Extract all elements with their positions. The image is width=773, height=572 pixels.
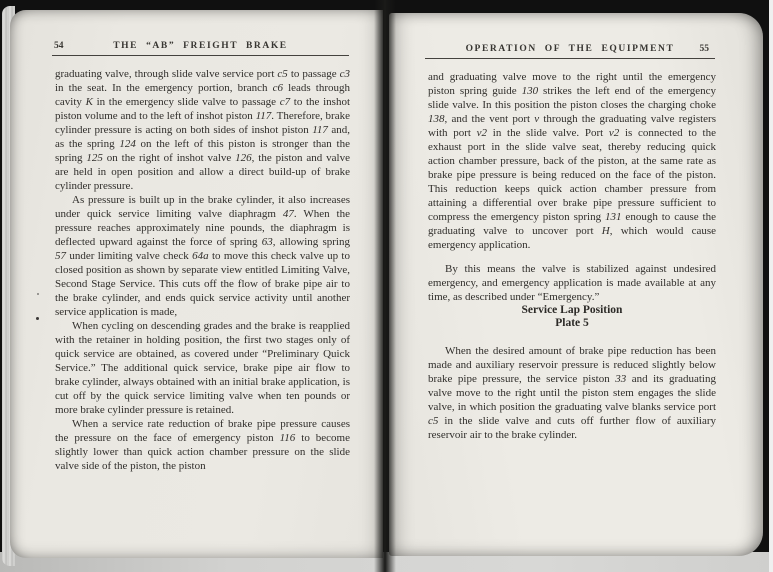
right-header-title: OPERATION OF THE EQUIPMENT xyxy=(465,44,675,54)
scan-speck xyxy=(36,317,39,320)
paragraph: As pressure is built up in the brake cylinder, it also increases under quick service limiting valve diaphragm 47. When the pressure reaches approximately nine pounds, the diaphragm is deflected upward against the force of spring 63, allowing spring 57 under limiting valve check 64a to move this check valve up to closed position as shown by separate view entitled Limiting Valve, Second Stage Service. This cuts off the flow of brake pipe air to the brake cylinder, and ends quick service activity until another service application is made, xyxy=(55,194,350,318)
left-header-title: THE “AB” FREIGHT BRAKE xyxy=(113,41,288,51)
right-running-header xyxy=(425,44,715,59)
book-binding-gutter xyxy=(374,0,396,572)
right-body-text xyxy=(428,70,716,442)
paragraph: and graduating valve move to the right until the emergency piston spring guide 130 strikes the left end of the emergency slide valve. In this position the piston closes the charging choke 138, and the vent port v through the graduating valve registers with port v2 in the slide valve. Port v2 is connected to the exhaust port in the slide valve seat, thereby reducing quick action chamber pressure, back of the piston, at the same rate as brake pipe pressure is being reduced on the face of the piston. This reduction keeps quick action chamber pressure from attaining a differential over brake pipe pressure sufficient to compress the emergency piston spring 131 enough to cause the graduating valve to uncover port H, which would cause emergency application. xyxy=(428,71,716,251)
scan-edge-strip xyxy=(769,0,773,572)
right-page xyxy=(389,13,763,556)
right-page-number: 55 xyxy=(699,44,709,54)
paragraph: When the desired amount of brake pipe reduction has been made and auxiliary reservoir pressure is reduced slightly below brake pipe pressure, the service piston 33 and its graduating valve move to the right until the piston stem engages the slide valve, in which position the graduating valve blanks service port c5 in the slide valve and cuts off further flow of auxiliary reservoir air to the brake cylinder. xyxy=(428,345,716,441)
left-page xyxy=(10,10,383,558)
plate-heading: Plate 5 xyxy=(555,317,589,329)
scan-speck xyxy=(37,293,39,295)
section-heading: Service Lap Position xyxy=(521,304,623,316)
paragraph: graduating valve, through slide valve service port c5 to passage c3 in the seat. In the emergency portion, branch c6 leads through cavity K in the emergency slide valve to passage c7 to the inshot piston volume and to the left of inshot piston 117. Therefore, brake cylinder pressure is acting on both sides of inshot piston 117 and, as the spring 124 on the left of this piston is stronger than the spring 125 on the right of inshot valve 126, the piston and valve are held in open position and allow a direct build-up of brake cylinder pressure. xyxy=(55,68,351,192)
left-page-number: 54 xyxy=(54,41,64,51)
paragraph: When a service rate reduction of brake pipe pressure causes the pressure on the face of emergency piston 116 to become slightly lower than quick action chamber pressure on the slide valve side of the piston, the piston xyxy=(55,418,350,472)
left-running-header xyxy=(52,41,349,56)
left-body-text xyxy=(55,67,350,473)
paragraph: When cycling on descending grades and the brake is reapplied with the retainer in holding position, the first two stages only of quick service are obtained, as covered under “Preliminary Quick Service.” The additional quick service, brake pipe air flow to brake cylinder, always obtained with an initial brake application, is cut off by the quick service limiting valve when ten pounds or more brake cylinder pressure is retained. xyxy=(55,320,350,416)
paragraph: By this means the valve is stabilized against undesired emergency, and emergency application is made available at any time, as described under “Emergency.” xyxy=(428,263,716,303)
